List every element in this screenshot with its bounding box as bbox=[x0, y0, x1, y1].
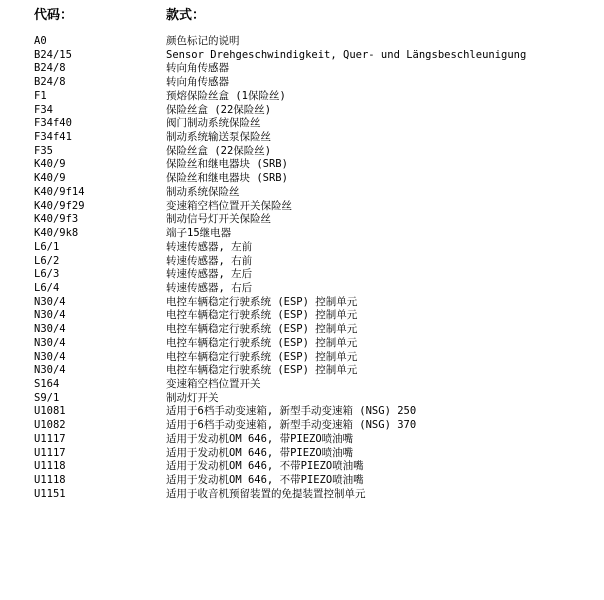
component-description: 电控车辆稳定行驶系统 (ESP) 控制单元 bbox=[166, 350, 358, 363]
component-description: Sensor Drehgeschwindigkeit, Quer- und Längsbeschleunigung bbox=[166, 48, 527, 61]
component-description: 适用于发动机OM 646, 不带PIEZO喷油嘴 bbox=[166, 474, 364, 486]
component-description: 转向角传感器 bbox=[166, 76, 229, 89]
legend-row bbox=[0, 364, 604, 378]
component-description: 适用于收音机预留装置的免提装置控制单元 bbox=[166, 487, 366, 500]
component-code: B24/15 bbox=[34, 48, 72, 61]
component-code: K40/9f14 bbox=[34, 185, 85, 198]
legend-row bbox=[0, 158, 604, 172]
component-description: 转向角传感器 bbox=[166, 62, 229, 75]
legend-row bbox=[0, 268, 604, 282]
legend-row bbox=[0, 419, 604, 433]
component-code: L6/1 bbox=[34, 240, 60, 253]
component-code: U1081 bbox=[34, 405, 66, 418]
legend-row bbox=[0, 323, 604, 337]
legend-row bbox=[0, 145, 604, 159]
component-code: L6/2 bbox=[34, 254, 60, 267]
legend-row bbox=[0, 447, 604, 461]
legend-row bbox=[0, 337, 604, 351]
legend-row bbox=[0, 460, 604, 474]
legend-row bbox=[0, 405, 604, 419]
legend-row bbox=[0, 255, 604, 269]
legend-row bbox=[0, 35, 604, 49]
legend-row bbox=[0, 282, 604, 296]
legend-row bbox=[0, 90, 604, 104]
component-description: 适用于6档手动变速箱, 新型手动变速箱 (NSG) 370 bbox=[166, 419, 417, 432]
component-code: B24/8 bbox=[34, 62, 66, 75]
component-code: N30/4 bbox=[34, 364, 66, 377]
legend-row bbox=[0, 351, 604, 365]
component-description: 转速传感器, 左后 bbox=[166, 268, 253, 281]
component-code: F35 bbox=[34, 144, 53, 157]
component-code: F34f41 bbox=[34, 131, 72, 144]
component-description: 制动系统输送泵保险丝 bbox=[166, 131, 271, 144]
component-description: 电控车辆稳定行驶系统 (ESP) 控制单元 bbox=[166, 309, 358, 322]
component-description: 阀门制动系统保险丝 bbox=[166, 117, 261, 130]
component-code: N30/4 bbox=[34, 295, 66, 308]
legend-row bbox=[0, 378, 604, 392]
component-description: 保险丝和继电器块 (SRB) bbox=[166, 158, 288, 171]
legend-row bbox=[0, 117, 604, 131]
component-description: 保险丝和继电器块 (SRB) bbox=[166, 172, 288, 185]
legend-row bbox=[0, 227, 604, 241]
component-code: K40/9f29 bbox=[34, 199, 85, 212]
code-column-header: 代码： bbox=[34, 8, 74, 23]
component-code: U1118 bbox=[34, 460, 66, 473]
component-code: U1082 bbox=[34, 419, 66, 432]
component-description: 适用于发动机OM 646, 带PIEZO喷油嘴 bbox=[166, 432, 354, 445]
legend-list bbox=[0, 35, 604, 501]
component-description: 电控车辆稳定行驶系统 (ESP) 控制单元 bbox=[166, 336, 358, 349]
legend-row bbox=[0, 172, 604, 186]
component-code: S9/1 bbox=[34, 391, 60, 404]
table-header bbox=[0, 6, 604, 28]
component-description: 颜色标记的说明 bbox=[166, 35, 240, 47]
component-code: F1 bbox=[34, 89, 47, 102]
component-code: F34 bbox=[34, 103, 53, 116]
description-column-header: 款式： bbox=[166, 8, 206, 23]
legend-row bbox=[0, 433, 604, 447]
component-description: 转速传感器, 左前 bbox=[166, 240, 253, 253]
component-description: 适用于发动机OM 646, 不带PIEZO喷油嘴 bbox=[166, 460, 364, 473]
legend-row bbox=[0, 200, 604, 214]
component-description: 电控车辆稳定行驶系统 (ESP) 控制单元 bbox=[166, 364, 358, 377]
component-code: N30/4 bbox=[34, 309, 66, 322]
component-code: L6/3 bbox=[34, 268, 60, 281]
component-code: N30/4 bbox=[34, 323, 66, 336]
component-description: 预熔保险丝盒 (1保险丝) bbox=[166, 89, 286, 102]
component-description: 保险丝盒 (22保险丝) bbox=[166, 144, 272, 157]
component-code: B24/8 bbox=[34, 76, 66, 89]
legend-row bbox=[0, 392, 604, 406]
component-description: 转速传感器, 右后 bbox=[166, 281, 253, 294]
legend-row bbox=[0, 131, 604, 145]
component-code: U1118 bbox=[34, 474, 66, 486]
component-code: K40/9f3 bbox=[34, 213, 79, 226]
component-code: A0 bbox=[34, 35, 47, 47]
component-description: 制动系统保险丝 bbox=[166, 185, 240, 198]
component-description: 适用于6档手动变速箱, 新型手动变速箱 (NSG) 250 bbox=[166, 405, 417, 418]
component-description: 端子15继电器 bbox=[166, 227, 232, 240]
component-code: U1151 bbox=[34, 487, 66, 500]
component-description: 制动信号灯开关保险丝 bbox=[166, 213, 271, 226]
component-description: 电控车辆稳定行驶系统 (ESP) 控制单元 bbox=[166, 295, 358, 308]
legend-row bbox=[0, 76, 604, 90]
legend-row bbox=[0, 186, 604, 200]
component-code: N30/4 bbox=[34, 336, 66, 349]
legend-row bbox=[0, 241, 604, 255]
legend-row bbox=[0, 296, 604, 310]
legend-row bbox=[0, 49, 604, 63]
legend-row bbox=[0, 488, 604, 502]
component-code: N30/4 bbox=[34, 350, 66, 363]
component-code: U1117 bbox=[34, 446, 66, 459]
component-description: 制动灯开关 bbox=[166, 391, 219, 404]
component-description: 变速箱空档位置开关保险丝 bbox=[166, 199, 292, 212]
component-description: 保险丝盒 (22保险丝) bbox=[166, 103, 272, 116]
legend-row bbox=[0, 474, 604, 488]
legend-row bbox=[0, 104, 604, 118]
component-description: 电控车辆稳定行驶系统 (ESP) 控制单元 bbox=[166, 323, 358, 336]
component-code: U1117 bbox=[34, 432, 66, 445]
component-code: S164 bbox=[34, 377, 60, 390]
component-description: 适用于发动机OM 646, 带PIEZO喷油嘴 bbox=[166, 446, 354, 459]
component-code: K40/9k8 bbox=[34, 227, 79, 240]
legend-row bbox=[0, 62, 604, 76]
legend-row bbox=[0, 213, 604, 227]
component-code: F34f40 bbox=[34, 117, 72, 130]
component-code: L6/4 bbox=[34, 281, 60, 294]
component-code: K40/9 bbox=[34, 158, 66, 171]
component-code: K40/9 bbox=[34, 172, 66, 185]
component-description: 转速传感器, 右前 bbox=[166, 254, 253, 267]
legend-row bbox=[0, 309, 604, 323]
component-description: 变速箱空档位置开关 bbox=[166, 377, 261, 390]
